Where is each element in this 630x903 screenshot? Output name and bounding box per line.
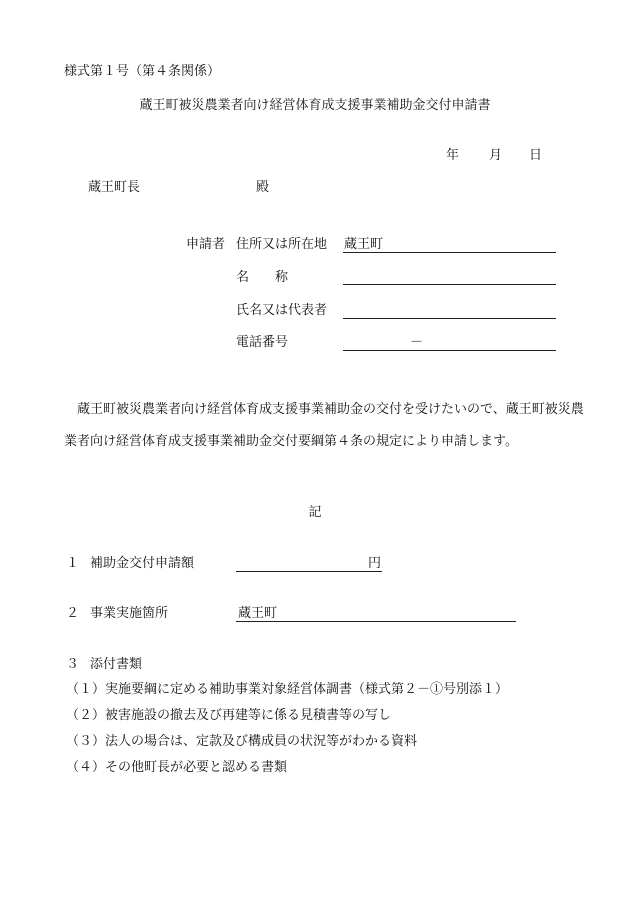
ki-heading: 記 [308, 505, 322, 520]
addressee-honorific: 殿 [256, 180, 270, 195]
addressee-name: 蔵王町長 [88, 180, 141, 195]
item-number: ２ [66, 606, 80, 621]
address-label: 住所又は所在地 [236, 237, 328, 252]
representative-label: 氏名又は代表者 [236, 303, 328, 318]
address-field[interactable] [343, 252, 556, 253]
attachment-item: （１）実施要綱に定める補助事業対象経営体調書（様式第２－①号別添１） [66, 682, 509, 697]
body-paragraph: 蔵王町被災農業者向け経営体育成支援事業補助金の交付を受けたいので、蔵王町被災農業者向け経営体育成支援事業補助金交付要綱第４条の規定により申請します。 [64, 402, 584, 449]
item-number: １ [66, 556, 80, 571]
yen-unit: 円 [368, 556, 382, 571]
project-location-field[interactable] [236, 621, 516, 622]
phone-separator: － [410, 335, 424, 350]
representative-field[interactable] [343, 318, 556, 319]
item-number: ３ [66, 657, 80, 672]
project-location-value: 蔵王町 [238, 606, 278, 621]
date-day: 日 [529, 148, 543, 163]
attachment-item: （４）その他町長が必要と認める書類 [66, 760, 288, 775]
attachment-item: （２）被害施設の撤去及び再建等に係る見積書等の写し [66, 708, 392, 723]
item-label: 添付書類 [90, 657, 143, 672]
name-label: 名 称 [236, 270, 289, 285]
attachment-item: （３）法人の場合は、定款及び構成員の状況等がわかる資料 [66, 734, 418, 749]
date-month: 月 [489, 148, 503, 163]
date-year: 年 [446, 148, 460, 163]
applicant-label: 申請者 [186, 237, 226, 252]
phone-label: 電話番号 [236, 335, 289, 350]
subsidy-amount-field[interactable] [236, 571, 382, 572]
phone-field[interactable] [343, 350, 556, 351]
address-value: 蔵王町 [344, 237, 384, 252]
item-label: 事業実施箇所 [90, 606, 169, 621]
form-number-label: 様式第１号（第４条関係） [64, 64, 221, 79]
item-label: 補助金交付申請額 [90, 556, 195, 571]
form-title: 蔵王町被災農業者向け経営体育成支援事業補助金交付申請書 [139, 98, 491, 113]
name-field[interactable] [343, 284, 556, 285]
